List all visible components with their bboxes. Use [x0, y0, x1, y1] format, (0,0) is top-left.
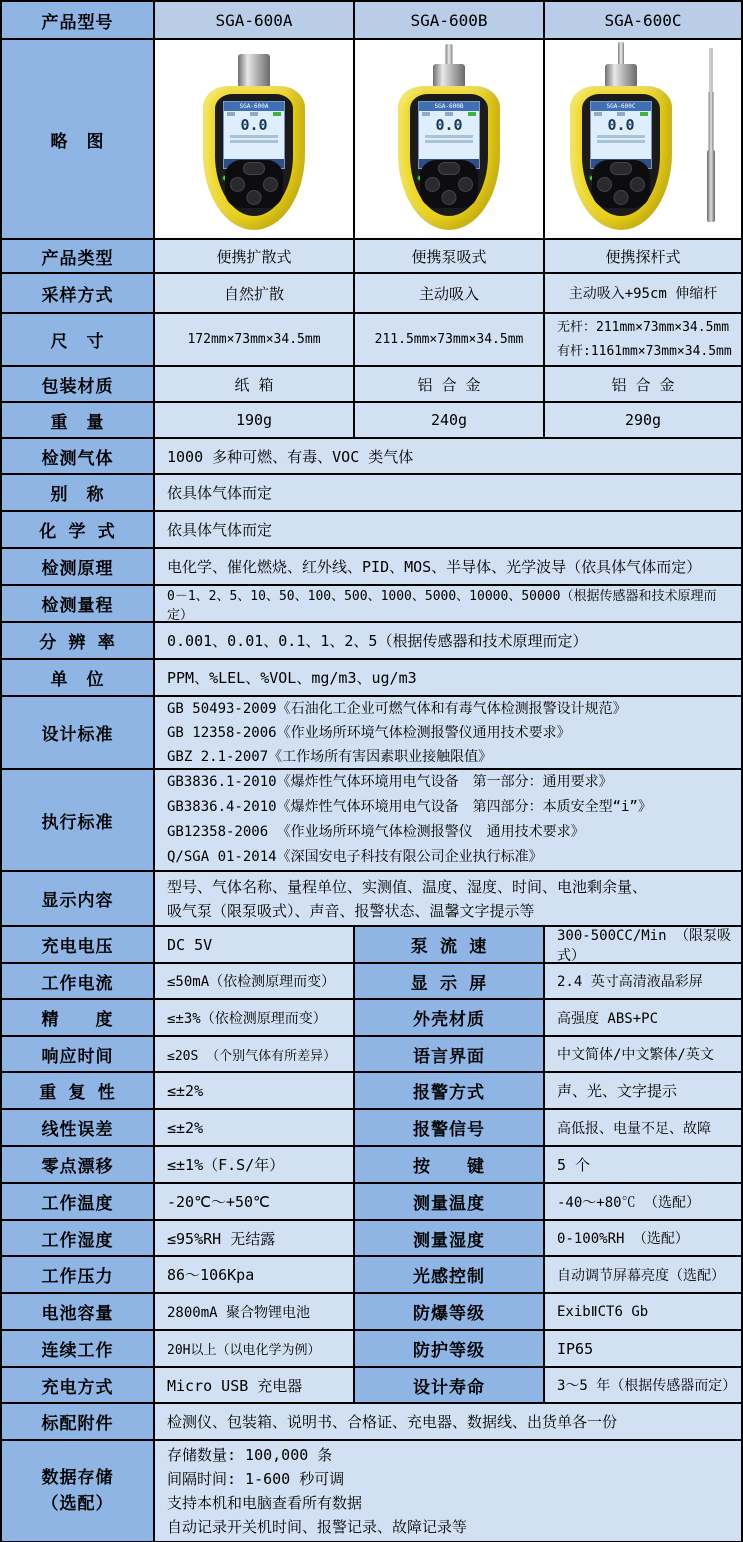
table-row-zero-drift [2, 1147, 741, 1184]
cell-left-value: ≤20S （个别气体有所差异） [155, 1037, 355, 1071]
storage-line: 存储数量: 100,000 条 [167, 1446, 333, 1464]
cell-right-value: 0-100%RH （选配） [545, 1221, 741, 1255]
row-label-right: 测量湿度 [355, 1221, 545, 1255]
storage-line: 自动记录开关机时间、报警记录、故障记录等 [167, 1518, 468, 1536]
cell-left-value: ≤±2% [155, 1073, 355, 1108]
row-label-sketch: 略 图 [2, 40, 155, 238]
cell-c: 主动吸入+95cm 伸缩杆 [545, 274, 741, 312]
storage-line: 间隔时间: 1-600 秒可调 [167, 1470, 345, 1488]
cell-left-value: 86～106Kpa [155, 1257, 355, 1292]
row-label-right: 报警方式 [355, 1073, 545, 1108]
cell-a: 190g [155, 403, 355, 437]
gas-detector-probe-illustration [561, 42, 681, 234]
device-screen [223, 101, 285, 169]
left-button [425, 177, 440, 192]
row-label-left: 重 复 性 [2, 1073, 155, 1108]
cell-a: 172mm×73mm×34.5mm [155, 314, 355, 365]
row-label-right: 报警信号 [355, 1110, 545, 1145]
device-screen [590, 101, 652, 169]
right-button [458, 177, 473, 192]
row-label: 采样方式 [2, 274, 155, 312]
telescopic-rod [707, 48, 715, 228]
table-row-working-temp [2, 1184, 741, 1221]
menu-button [438, 162, 460, 175]
enter-button [442, 190, 457, 205]
enter-button [247, 190, 262, 205]
storage-label-line2: （选配） [41, 1494, 114, 1514]
sensor-cylinder [433, 64, 465, 88]
device-body [398, 86, 500, 230]
screen-reading: 0.0 [240, 116, 268, 134]
table-row-resolution [2, 623, 741, 660]
cell-right-value: -40～+80℃ （选配） [545, 1184, 741, 1219]
cell-value: PPM、%LEL、%VOL、mg/m3、ug/m3 [155, 660, 741, 695]
row-label: 检测原理 [2, 549, 155, 584]
row-label: 包装材质 [2, 367, 155, 401]
row-label: 检测量程 [2, 586, 155, 621]
left-button [230, 177, 245, 192]
cell-value [155, 697, 741, 768]
cell-value: 电化学、催化燃烧、红外线、PID、MOS、半导体、光学波导（依具体气体而定） [155, 549, 741, 584]
table-row-gases [2, 439, 741, 475]
cell-value: 0.001、0.01、0.1、1、2、5（根据传感器和技术原理而定） [155, 623, 741, 658]
cell-value: 依具体气体而定 [155, 512, 741, 547]
row-label: 产品类型 [2, 240, 155, 272]
cell-b: 主动吸入 [355, 274, 545, 312]
row-label-left: 工作压力 [2, 1257, 155, 1292]
left-button [597, 177, 612, 192]
table-row-range [2, 586, 741, 623]
row-label: 显示内容 [2, 872, 155, 925]
cell-b: 铝 合 金 [355, 367, 545, 401]
enter-button [614, 190, 629, 205]
row-label-right: 显 示 屏 [355, 964, 545, 998]
table-row-model-header [2, 2, 741, 40]
row-label [2, 1441, 155, 1541]
table-row-sketch [2, 40, 741, 240]
standard-line: GBZ 2.1-2007《工作场所有害因素职业接触限值》 [167, 748, 493, 765]
storage-label-line1: 数据存储 [41, 1468, 114, 1488]
table-row-accessories [2, 1404, 741, 1441]
table-row-packaging [2, 367, 741, 403]
device-body [570, 86, 672, 230]
cell-value [155, 1441, 741, 1541]
row-label-left: 连续工作 [2, 1331, 155, 1366]
screen-model-text: SGA-600A [224, 102, 284, 111]
screen-reading: 0.0 [435, 116, 463, 134]
battery-icon [468, 112, 476, 116]
row-label-left: 工作温度 [2, 1184, 155, 1219]
cell-left-value: -20℃～+50℃ [155, 1184, 355, 1219]
battery-icon [640, 112, 648, 116]
button-pad [420, 160, 478, 208]
cell-c: 便携探杆式 [545, 240, 741, 272]
cell-value: 检测仪、包装箱、说明书、合格证、充电器、数据线、出货单各一份 [155, 1404, 741, 1439]
row-label-right: 外壳材质 [355, 1000, 545, 1035]
storage-line: 支持本机和电脑查看所有数据 [167, 1494, 363, 1512]
cell-right-value: 300-500CC/Min （限泵吸式） [545, 927, 741, 962]
table-row-working-pressure [2, 1257, 741, 1294]
table-row-charge-voltage [2, 927, 741, 964]
cell-value: 1000 多种可燃、有毒、VOC 类气体 [155, 439, 741, 473]
device-body [203, 86, 305, 230]
row-label-right: 光感控制 [355, 1257, 545, 1292]
device-face [582, 94, 660, 216]
dimension-with-rod: 有杆:1161mm×73mm×34.5mm [557, 343, 732, 359]
table-row-weight [2, 403, 741, 439]
cell-b: 便携泵吸式 [355, 240, 545, 272]
button-pad [225, 160, 283, 208]
cell-a: 便携扩散式 [155, 240, 355, 272]
table-row-response-time [2, 1037, 741, 1073]
row-label-right: 语言界面 [355, 1037, 545, 1071]
battery-icon [273, 112, 281, 116]
product-photo-sga-600b [355, 40, 545, 238]
row-label: 标配附件 [2, 1404, 155, 1439]
table-row-battery [2, 1294, 741, 1331]
gas-detector-diffusion-illustration [194, 42, 314, 234]
cell-left-value: 2800mA 聚合物锂电池 [155, 1294, 355, 1329]
row-label: 尺 寸 [2, 314, 155, 365]
row-label-left: 工作湿度 [2, 1221, 155, 1255]
cell-left-value: Micro USB 充电器 [155, 1368, 355, 1402]
cell-left-value: ≤50mA（依检测原理而变） [155, 964, 355, 998]
table-row-exec-standards [2, 770, 741, 872]
cell-left-value: ≤95%RH 无结露 [155, 1221, 355, 1255]
table-row-design-standards [2, 697, 741, 770]
cell-right-value: 高低报、电量不足、故障 [545, 1110, 741, 1145]
product-photo-sga-600a [155, 40, 355, 238]
model-name-sga600a: SGA-600A [155, 2, 355, 38]
sensor-cylinder [238, 54, 270, 88]
cell-c: 290g [545, 403, 741, 437]
row-label: 检测气体 [2, 439, 155, 473]
cell-right-value: 高强度 ABS+PC [545, 1000, 741, 1035]
right-button [630, 177, 645, 192]
row-label-right: 测量温度 [355, 1184, 545, 1219]
table-row-formula [2, 512, 741, 549]
table-row-product-type [2, 240, 741, 274]
device-screen [418, 101, 480, 169]
row-label-right: 防爆等级 [355, 1294, 545, 1329]
table-row-charge-method [2, 1368, 741, 1404]
cell-right-value: 自动调节屏幕亮度（选配） [545, 1257, 741, 1292]
row-label: 化 学 式 [2, 512, 155, 547]
cell-right-value: 中文简体/中文繁体/英文 [545, 1037, 741, 1071]
cell-value: 0－1、2、5、10、50、100、500、1000、5000、10000、50000（根据传感器和技术原理而定） [155, 586, 741, 621]
row-label: 执行标准 [2, 770, 155, 870]
row-label: 单 位 [2, 660, 155, 695]
cell-a: 自然扩散 [155, 274, 355, 312]
standard-line: GB 50493-2009《石油化工企业可燃气体和有毒气体检测报警设计规范》 [167, 700, 627, 717]
screen-model-text: SGA-600C [591, 102, 651, 111]
button-pad [592, 160, 650, 208]
sensor-cylinder [605, 64, 637, 88]
cell-left-value: ≤±3%（依检测原理而变） [155, 1000, 355, 1035]
cell-c: 铝 合 金 [545, 367, 741, 401]
row-label-left: 零点漂移 [2, 1147, 155, 1182]
row-label-left: 响应时间 [2, 1037, 155, 1071]
row-label-right: 泵 流 速 [355, 927, 545, 962]
table-row-repeatability [2, 1073, 741, 1110]
row-label: 别 称 [2, 475, 155, 510]
cell-right-value: 2.4 英寸高清液晶彩屏 [545, 964, 741, 998]
standard-line: GB12358-2006 《作业场所环境气体检测报警仪 通用技术要求》 [167, 824, 585, 840]
right-button [263, 177, 278, 192]
menu-button [610, 162, 632, 175]
model-name-sga600c: SGA-600C [545, 2, 741, 38]
cell-left-value: DC 5V [155, 927, 355, 962]
cell-right-value: IP65 [545, 1331, 741, 1366]
gas-detector-pump-illustration [389, 42, 509, 234]
cell-left-value: ≤±1%（F.S/年） [155, 1147, 355, 1182]
device-face [215, 94, 293, 216]
table-row-alias [2, 475, 741, 512]
cell-b: 240g [355, 403, 545, 437]
content-line: 吸气泵（限泵吸式）、声音、报警状态、温馨文字提示等 [167, 901, 535, 920]
standard-line: GB 12358-2006《作业场所环境气体检测报警仪通用技术要求》 [167, 724, 571, 741]
row-label-right: 按 键 [355, 1147, 545, 1182]
screen-model-text: SGA-600B [419, 102, 479, 111]
row-label: 分 辨 率 [2, 623, 155, 658]
cell-right-value: 声、光、文字提示 [545, 1073, 741, 1108]
cell-left-value: ≤±2% [155, 1110, 355, 1145]
cell-value [155, 872, 741, 925]
row-label: 重 量 [2, 403, 155, 437]
menu-button [243, 162, 265, 175]
table-row-continuous-work [2, 1331, 741, 1368]
row-label-left: 线性误差 [2, 1110, 155, 1145]
row-label-right: 设计寿命 [355, 1368, 545, 1402]
row-label-left: 电池容量 [2, 1294, 155, 1329]
cell-b: 211.5mm×73mm×34.5mm [355, 314, 545, 365]
row-label-left: 精 度 [2, 1000, 155, 1035]
standard-line: GB3836.4-2010《爆炸性气体环境用电气设备 第四部分：本质安全型“i”》 [167, 799, 652, 815]
table-row-display-content [2, 872, 741, 927]
table-row-accuracy [2, 1000, 741, 1037]
table-row-data-storage [2, 1441, 741, 1541]
table-row-principle [2, 549, 741, 586]
model-name-sga600b: SGA-600B [355, 2, 545, 38]
cell-right-value: 5 个 [545, 1147, 741, 1182]
product-photo-sga-600c [545, 40, 741, 238]
screen-reading: 0.0 [607, 116, 635, 134]
cell-value [155, 770, 741, 870]
table-row-sampling [2, 274, 741, 314]
table-row-dimensions [2, 314, 741, 367]
row-label-product-model: 产品型号 [2, 2, 155, 38]
table-row-working-humidity [2, 1221, 741, 1257]
standard-line: Q/SGA 01-2014《深国安电子科技有限公司企业执行标准》 [167, 849, 543, 865]
table-row-working-current [2, 964, 741, 1000]
cell-value: 依具体气体而定 [155, 475, 741, 510]
cell-left-value: 20H以上（以电化学为例） [155, 1331, 355, 1366]
cell-a: 纸 箱 [155, 367, 355, 401]
content-line: 型号、气体名称、量程单位、实测值、温度、湿度、时间、电池剩余量、 [167, 877, 648, 896]
table-row-units [2, 660, 741, 697]
row-label-left: 充电电压 [2, 927, 155, 962]
cell-right-value: ExibⅡCT6 Gb [545, 1294, 741, 1329]
row-label-right: 防护等级 [355, 1331, 545, 1366]
row-label-left: 工作电流 [2, 964, 155, 998]
dimension-without-rod: 无杆：211mm×73mm×34.5mm [557, 319, 730, 335]
device-face [410, 94, 488, 216]
table-row-linearity [2, 1110, 741, 1147]
row-label: 设计标准 [2, 697, 155, 768]
cell-right-value: 3～5 年（根据传感器而定） [545, 1368, 741, 1402]
row-label-left: 充电方式 [2, 1368, 155, 1402]
standard-line: GB3836.1-2010《爆炸性气体环境用电气设备 第一部分：通用要求》 [167, 774, 613, 790]
cell-c [545, 314, 741, 365]
